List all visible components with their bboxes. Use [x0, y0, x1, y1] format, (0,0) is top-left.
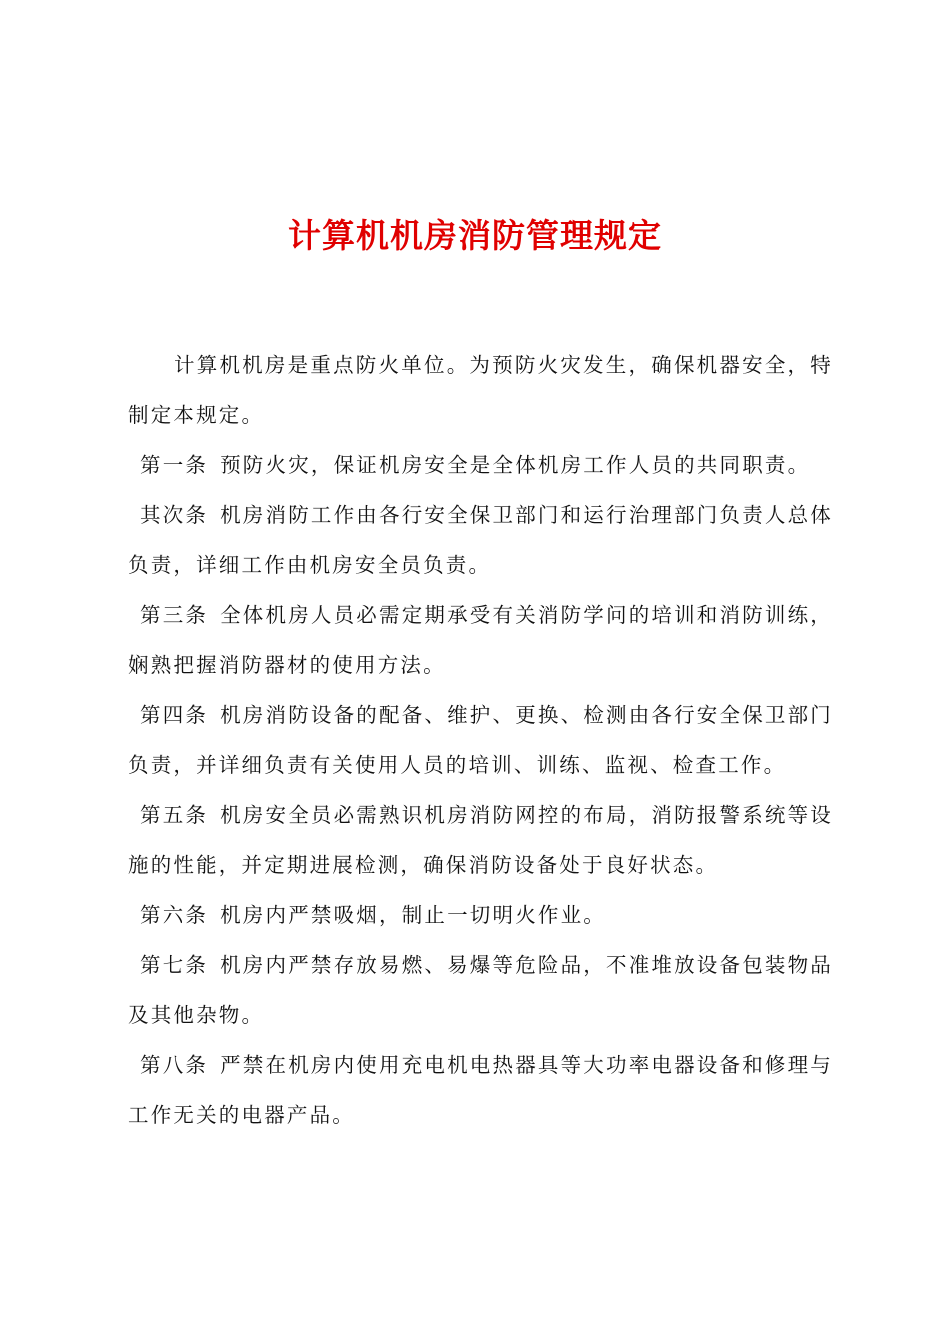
article-text: 机房安全员必需熟识机房消防网控的布局，消防报警系统等设施的性能，并定期进展检测，确保消防设备处于良好状态。	[128, 803, 834, 877]
article-label: 第七条	[140, 953, 209, 977]
article-label: 第四条	[140, 703, 209, 727]
article-text: 全体机房人员必需定期承受有关消防学问的培训和消防训练，娴熟把握消防器材的使用方法。	[128, 603, 834, 677]
article-label: 第三条	[140, 603, 209, 627]
article-label: 其次条	[140, 503, 209, 527]
article-label: 第六条	[140, 903, 209, 927]
article-6	[128, 890, 833, 940]
document-body	[128, 340, 833, 1140]
article-3	[128, 590, 833, 690]
article-text: 机房消防设备的配备、维护、更换、检测由各行安全保卫部门负责，并详细负责有关使用人员的培训、训练、监视、检查工作。	[128, 703, 834, 777]
article-text: 预防火灾，保证机房安全是全体机房工作人员的共同职责。	[220, 453, 811, 477]
article-4	[128, 690, 833, 790]
article-text: 机房内严禁存放易燃、易爆等危险品，不准堆放设备包装物品及其他杂物。	[128, 953, 834, 1027]
article-text: 机房内严禁吸烟，制止一切明火作业。	[220, 903, 607, 927]
article-1	[128, 440, 833, 490]
article-label: 第八条	[140, 1053, 209, 1077]
article-label: 第五条	[140, 803, 209, 827]
article-label: 第一条	[140, 453, 209, 477]
article-2	[128, 490, 833, 590]
document-title: 计算机机房消防管理规定	[288, 216, 662, 255]
article-text: 机房消防工作由各行安全保卫部门和运行治理部门负责人总体负责，详细工作由机房安全员负责。	[128, 503, 834, 577]
article-7	[128, 940, 833, 1040]
intro-paragraph: 计算机机房是重点防火单位。为预防火灾发生，确保机器安全，特制定本规定。	[128, 353, 833, 427]
article-8	[128, 1040, 833, 1140]
article-text: 严禁在机房内使用充电机电热器具等大功率电器设备和修理与工作无关的电器产品。	[128, 1053, 834, 1127]
article-5	[128, 790, 833, 890]
